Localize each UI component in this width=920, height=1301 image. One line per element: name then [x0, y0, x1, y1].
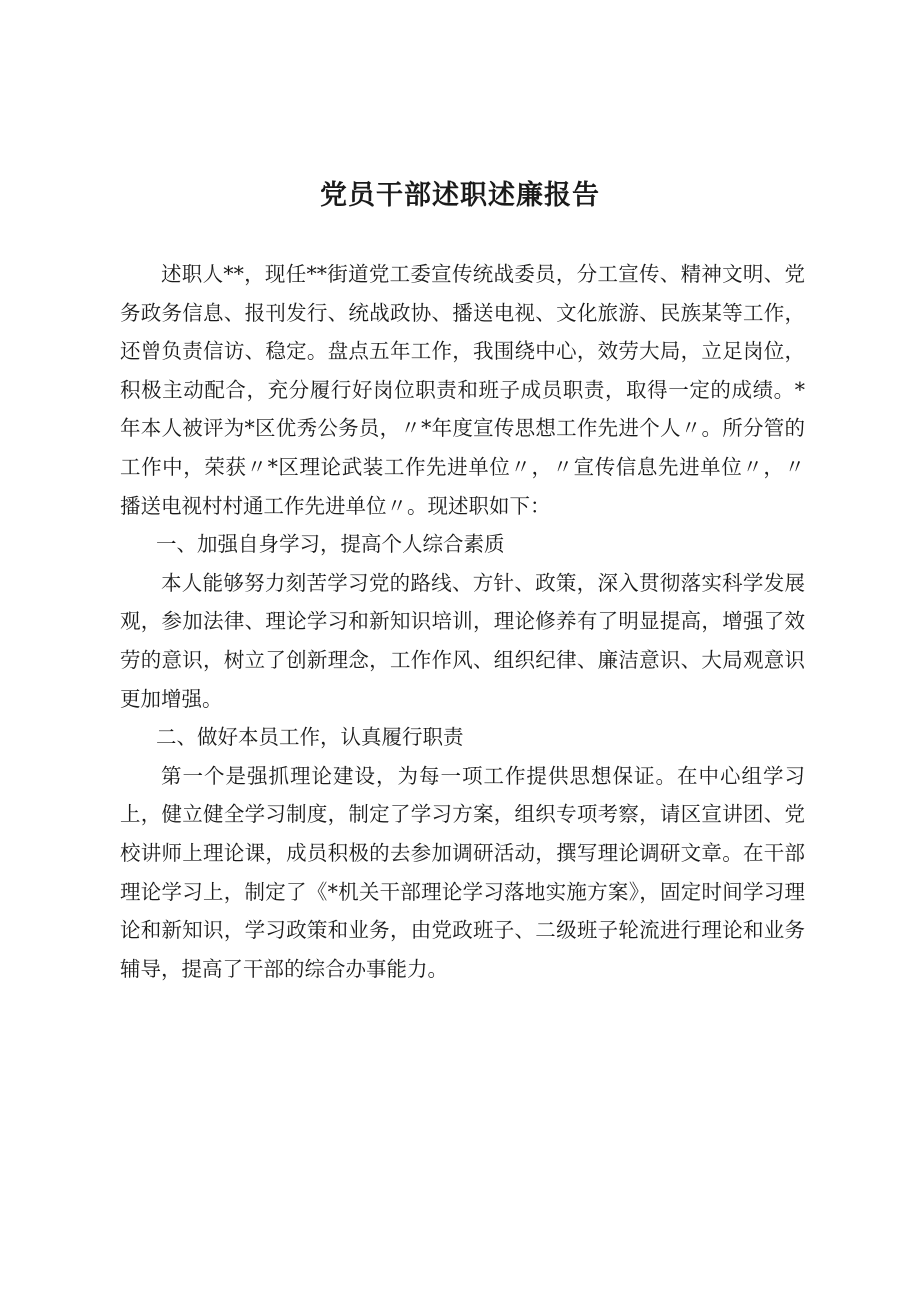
intro-paragraph: 述职人**，现任**街道党工委宣传统战委员，分工宣传、精神文明、党务政务信息、报刊发行、统战政协、播送电视、文化旅游、民族某等工作，还曾负责信访、稳定。盘点五年工作，我围绕中心，效劳大局，立足岗位，积极主动配合，充分履行好岗位职责和班子成员职责，取得一定的成绩。*年本人被评为*区优秀公务员，〃*年度宣传思想工作先进个人〃。所分管的工作中，荣获〃*区理论武装工作先进单位〃，〃宣传信息先进单位〃，〃播送电视村村通工作先进单位〃。现述职如下： [120, 262, 805, 518]
section-heading-1: 一、加强自身学习，提高个人综合素质 [156, 532, 505, 557]
section-1-paragraph: 本人能够努力刻苦学习党的路线、方针、政策，深入贯彻落实科学发展观，参加法律、理论学习和新知识培训，理论修养有了明显提高，增强了效劳的意识，树立了创新理念，工作作风、组织纪律、廉洁意识、大局观意识更加增强。 [120, 570, 805, 711]
section-2-paragraph: 第一个是强抓理论建设，为每一项工作提供思想保证。在中心组学习上，健立健全学习制度，制定了学习方案，组织专项考察，请区宣讲团、党校讲师上理论课，成员积极的去参加调研活动，撰写理论调研文章。在干部理论学习上，制定了《*机关干部理论学习落地实施方案》，固定时间学习理论和新知识，学习政策和业务，由党政班子、二级班子轮流进行理论和业务辅导，提高了干部的综合办事能力。 [120, 763, 805, 981]
section-heading-2: 二、做好本员工作，认真履行职责 [156, 725, 464, 750]
document-title: 党员干部述职述廉报告 [320, 180, 600, 211]
document-body [120, 255, 805, 988]
